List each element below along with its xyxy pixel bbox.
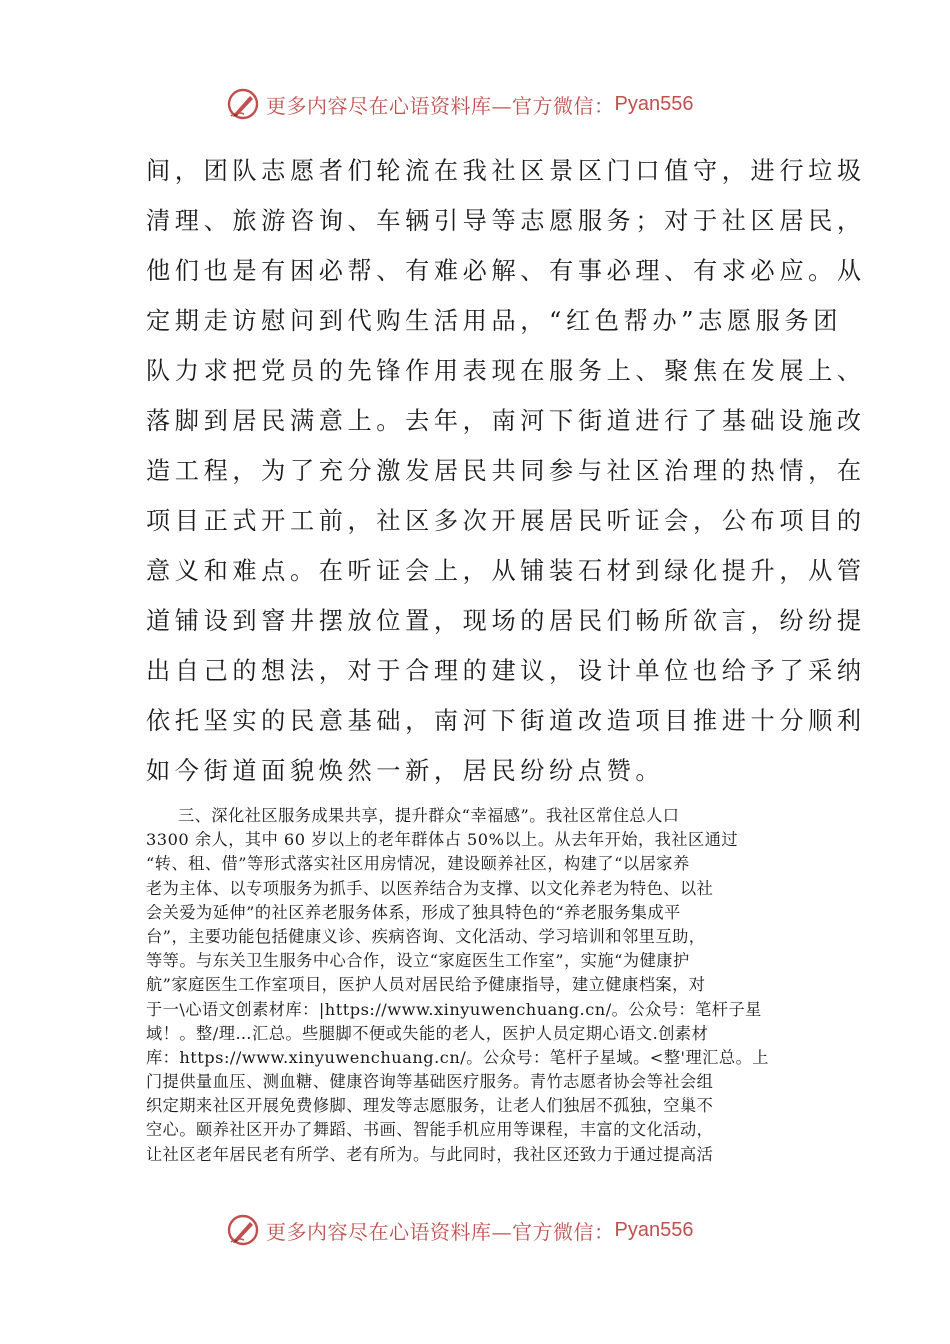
text-line: 让社区老年居民老有所学、老有所为。与此同时，我社区还致力于通过提高活 (146, 1144, 714, 1164)
text-line: 道铺设到窨井摆放位置，现场的居民们畅所欲言，纷纷提 (146, 607, 866, 635)
text-line: 库：https://www.xinyuwenchuang.cn/。公众号：笔杆子星域。<整'理汇总。上 (146, 1047, 769, 1067)
text-line: 落脚到居民满意上。去年，南河下街道进行了基础设施改 (146, 407, 866, 435)
text-line: 会关爱为延伸”的社区养老服务体系，形成了独具特色的“养老服务集成平 (146, 902, 681, 922)
main-paragraph (146, 146, 866, 796)
pen-logo-icon (226, 1213, 260, 1247)
text-line: 空心。颐养社区开办了舞蹈、书画、智能手机应用等课程，丰富的文化活动， (146, 1120, 714, 1140)
text-line: 织定期来社区开展免费修脚、理发等志愿服务，让老人们独居不孤独，空巢不 (146, 1096, 714, 1116)
text-line: 门提供量血压、测血糖、健康咨询等基础医疗服务。青竹志愿者协会等社会组 (146, 1072, 714, 1092)
section-three-paragraph (146, 804, 806, 1167)
footer-watermark (226, 1210, 693, 1250)
watermark-brand: Pyan556 (614, 1218, 694, 1241)
text-line: 如今街道面貌焕然一新，居民纷纷点赞。 (146, 757, 665, 785)
text-line: 依托坚实的民意基础，南河下街道改造项目推进十分顺利 (146, 707, 866, 735)
text-line: 定期走访慰问到代购生活用品，“红色帮办”志愿服务团 (146, 307, 843, 335)
text-line: 项目正式开工前，社区多次开展居民听证会，公布项目的 (146, 507, 866, 535)
header-watermark (226, 84, 693, 124)
watermark-text: 更多内容尽在心语资料库—官方微信： (266, 93, 615, 118)
text-line: 老为主体、以专项服务为抓手、以医养结合为支撑、以文化养老为特色、以社 (146, 878, 714, 898)
watermark-text: 更多内容尽在心语资料库—官方微信： (266, 1219, 615, 1244)
text-line: 出自己的想法，对于合理的建议，设计单位也给予了采纳 (146, 657, 866, 685)
pen-logo-icon (226, 87, 260, 121)
text-line: 意义和难点。在听证会上，从铺装石材到绿化提升，从管 (146, 557, 866, 585)
text-line: 队力求把党员的先锋作用表现在服务上、聚焦在发展上、 (146, 357, 866, 385)
text-line: 他们也是有困必帮、有难必解、有事必理、有求必应。从 (146, 257, 866, 285)
text-line: 清理、旅游咨询、车辆引导等志愿服务；对于社区居民， (146, 207, 866, 235)
text-line: 间，团队志愿者们轮流在我社区景区门口值守，进行垃圾 (146, 157, 866, 185)
text-line: 于一\心语文创素材库：|https://www.xinyuwenchuang.cn/。公众号：笔杆子星 (146, 999, 762, 1019)
text-line: 等等。与东关卫生服务中心合作，设立“家庭医生工作室”，实施“为健康护 (146, 951, 690, 971)
text-line: 3300 余人，其中 60 岁以上的老年群体占 50%以上。从去年开始，我社区通过 (146, 830, 739, 850)
text-line: “转、租、借”等形式落实社区用房情况，建设颐养社区，构建了“以居家养 (146, 854, 690, 874)
text-line: 造工程，为了充分激发居民共同参与社区治理的热情，在 (146, 457, 866, 485)
text-line: 三、深化社区服务成果共享，提升群众“幸福感”。我社区常住总人口 (178, 806, 680, 825)
text-line: 台”，主要功能包括健康义诊、疾病咨询、文化活动、学习培训和邻里互助， (146, 926, 706, 946)
text-line: 航”家庭医生工作室项目，医护人员对居民给予健康指导，建立健康档案，对 (146, 975, 706, 995)
watermark-brand: Pyan556 (614, 92, 694, 115)
text-line: 域！。整/理…汇总。些腿脚不便或失能的老人，医护人员定期心语文.创素材 (146, 1023, 709, 1043)
